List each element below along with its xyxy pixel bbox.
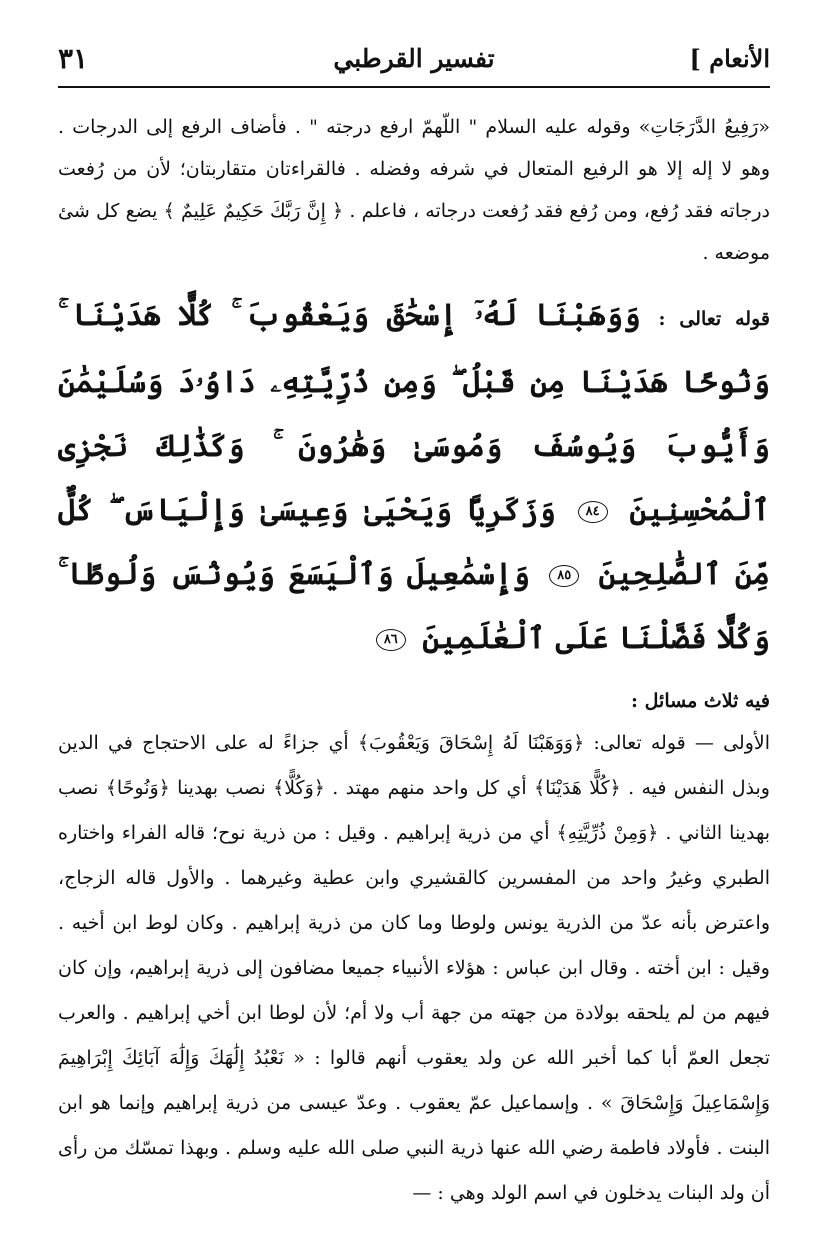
book-page bbox=[58, 30, 770, 1230]
page-header bbox=[58, 30, 770, 88]
ayah-number-marker: ٨٤ bbox=[578, 501, 608, 523]
ayah-number-marker: ٨٦ bbox=[376, 629, 406, 651]
intro-paragraph-block bbox=[58, 106, 770, 274]
ayah-number-marker: ٨٥ bbox=[549, 565, 579, 587]
surah-name: الأنعام ] bbox=[689, 43, 770, 73]
verse-part-1: وَوَهَبْنَا لَهُۥٓ إِسْحَٰقَ وَيَعْقُوبَ ۚ كُلًّا هَدَيْنَا ۚ وَنُوحًا هَدَيْنَا مِن قَبْلُ ۖ وَمِن ذُرِّيَّتِهِۦ دَاوُۥدَ وَسُلَيْمَٰنَ وَأَيُّوبَ وَيُوسُفَ وَمُوسَىٰ وَهَٰرُونَ ۚ وَكَذَٰلِكَ نَجْزِى ٱلْمُحْسِنِينَ bbox=[58, 298, 770, 528]
commentary-block bbox=[58, 721, 770, 1216]
quran-verse-block bbox=[58, 284, 770, 671]
page-number: ٣١ bbox=[58, 41, 89, 75]
section-heading: فيه ثلاث مسائل : bbox=[631, 690, 770, 712]
verse-part-2: وَزَكَرِيَّا وَيَحْيَىٰ وَعِيسَىٰ وَإِلْيَاسَ ۖ كُلٌّ مِّنَ ٱلصَّٰلِحِينَ bbox=[58, 493, 770, 592]
book-title: تفسير القرطبي bbox=[333, 43, 495, 73]
commentary-paragraph: الأولى — قوله تعالى: ﴿وَوَهَبْنَا لَهُ إِسْحَاقَ وَيَعْقُوبَ﴾ أي جزاءً له على الاحتجاج في الدين وبذل النفس فيه . ﴿كُلًّا هَدَيْنَا﴾ أي كل واحد منهم مهتد . ﴿وَكُلًّا﴾ نصب بهدينا ﴿وَنُوحًا﴾ نصب بهدينا الثاني . ﴿وَمِنْ ذُرِّيَّتِهِ﴾ أي من ذرية إبراهيم . وقيل : من ذرية نوح؛ قاله الفراء واختاره الطبري وغيرُ واحد من المفسرين كالقشيري وابن عطية وغيرهما . والأول قاله الزجاج، واعترض بأنه عدّ من الذرية يونس ولوطا وما كان من ذرية إبراهيم . وكان لوط ابن أخيه . وقيل : ابن أخته . وقال ابن عباس : هؤلاء الأنبياء جميعا مضافون إلى ذرية إبراهيم، وإن كان فيهم من لم يلحقه بولادة من جهته من جهة أب ولا أم؛ لأن لوطا ابن أخي إبراهيم . والعرب تجعل العمّ أبا كما أخبر الله عن ولد يعقوب أنهم قالوا : « نَعْبُدُ إِلَٰهَكَ وَإِلَٰهَ آبَائِكَ إِبْرَاهِيمَ وَإِسْمَاعِيلَ وَإِسْحَاقَ » . وإسماعيل عمّ يعقوب . وعدّ عيسى من ذرية إبراهيم وإنما هو ابن البنت . فأولاد فاطمة رضي الله عنها ذرية النبي صلى الله عليه وسلم . وبهذا تمسّك من رأى أن ولد البنات يدخلون في اسم الولد وهي : — bbox=[58, 732, 770, 1204]
intro-paragraph: «رَفِيعُ الدَّرَجَاتِ» وقوله عليه السلام " اللّهمّ ارفع درجته " . فأضاف الرفع إلى الدرجات . وهو لا إله إلا هو الرفيع المتعال في شرفه وفضله . فالقراءتان متقاربتان؛ لأن من رُفعت درجاته فقد رُفع، ومن رُفع فقد رُفعت درجاته ، فاعلم . ﴿ إِنَّ رَبَّكَ حَكِيمٌ عَلِيمٌ ﴾ يضع كل شئ موضعه . bbox=[58, 116, 770, 264]
verse-intro: قوله تعالى : bbox=[658, 308, 770, 330]
verse-part-3: وَإِسْمَٰعِيلَ وَٱلْيَسَعَ وَيُونُسَ وَلُوطًا ۚ وَكُلًّا فَضَّلْنَا عَلَى ٱلْعَٰلَمِينَ bbox=[58, 557, 770, 656]
